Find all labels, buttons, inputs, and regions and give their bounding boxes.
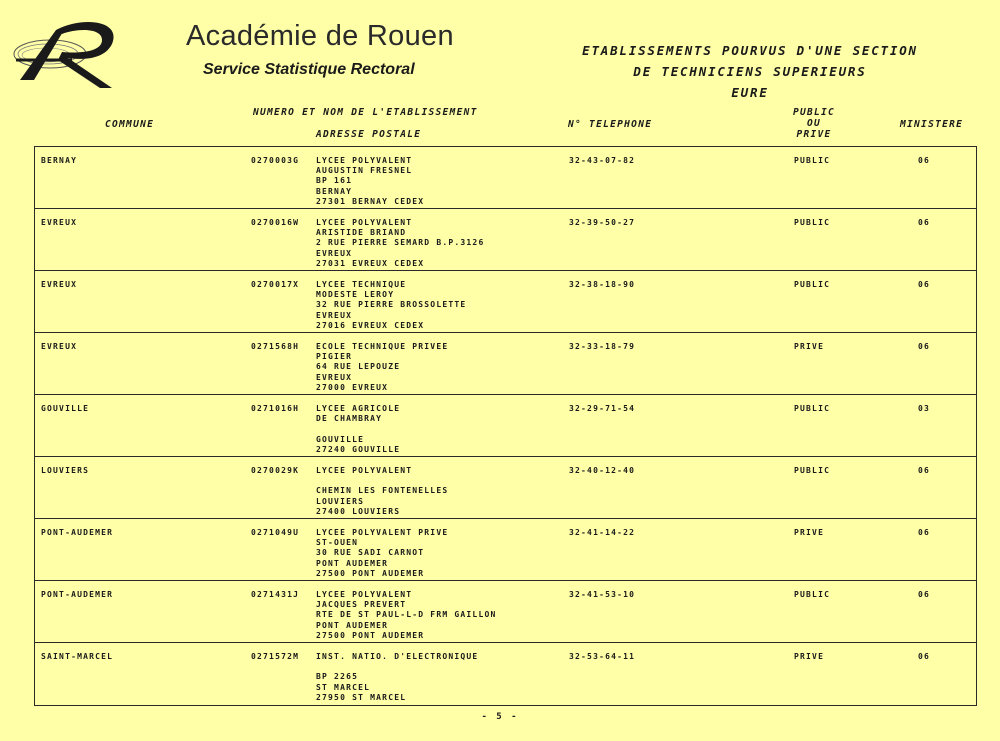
cell-telephone: 32-41-14-22	[569, 528, 636, 537]
cell-establishment-code: 0271568H	[251, 342, 300, 351]
cell-public-prive: PUBLIC	[794, 218, 831, 227]
address-line: BP 2265	[316, 672, 359, 682]
cell-ministere: 06	[918, 342, 931, 351]
cell-commune: SAINT-MARCEL	[41, 652, 114, 661]
cell-address	[316, 342, 448, 393]
address-line: LYCEE POLYVALENT	[316, 156, 413, 165]
cell-public-prive: PUBLIC	[794, 280, 831, 289]
address-line: EVREUX	[316, 372, 353, 382]
cell-public-prive: PUBLIC	[794, 466, 831, 475]
address-line: ARISTIDE BRIAND	[316, 228, 407, 238]
cell-commune: PONT-AUDEMER	[41, 590, 114, 599]
address-line: RTE DE ST PAUL-L-D FRM GAILLON	[316, 610, 497, 620]
address-line	[316, 662, 478, 672]
address-line: 27240 GOUVILLE	[316, 444, 401, 454]
column-header-numero: NUMERO ET NOM DE L'ETABLISSEMENT	[253, 107, 478, 118]
table-row	[35, 643, 976, 705]
cell-public-prive: PUBLIC	[794, 156, 831, 165]
cell-address	[316, 280, 466, 331]
address-line: BERNAY	[316, 186, 353, 196]
cell-commune: BERNAY	[41, 156, 78, 165]
cell-ministere: 06	[918, 652, 931, 661]
column-header-telephone: N° TELEPHONE	[568, 119, 653, 130]
address-line: 64 RUE LEPOUZE	[316, 362, 401, 372]
address-line	[316, 476, 448, 486]
cell-establishment-code: 0270029K	[251, 466, 300, 475]
cell-ministere: 06	[918, 528, 931, 537]
page-number: - 5 -	[481, 712, 519, 722]
cell-public-prive: PUBLIC	[794, 590, 831, 599]
address-line: 27500 PONT AUDEMER	[316, 568, 425, 578]
cell-ministere: 06	[918, 156, 931, 165]
address-line: MODESTE LEROY	[316, 290, 395, 300]
cell-commune: EVREUX	[41, 342, 78, 351]
cell-address	[316, 466, 448, 517]
service-name: Service Statistique Rectoral	[203, 61, 415, 78]
title-line: DE TECHNICIENS SUPERIEURS	[633, 64, 867, 79]
column-header-public-line: PRIVE	[796, 129, 832, 140]
address-line: 27016 EVREUX CEDEX	[316, 320, 425, 330]
cell-public-prive: PRIVE	[794, 652, 825, 661]
column-header-adresse: ADRESSE POSTALE	[316, 129, 422, 140]
cell-establishment-code: 0271572M	[251, 652, 300, 661]
cell-establishment-code: 0270016W	[251, 218, 300, 227]
cell-telephone: 32-33-18-79	[569, 342, 636, 351]
address-line: 27950 ST MARCEL	[316, 692, 407, 702]
cell-ministere: 06	[918, 280, 931, 289]
document-title	[540, 40, 960, 103]
cell-commune: LOUVIERS	[41, 466, 90, 475]
cell-commune: EVREUX	[41, 218, 78, 227]
title-line: ETABLISSEMENTS POURVUS D'UNE SECTION	[582, 43, 918, 58]
cell-telephone: 32-39-50-27	[569, 218, 636, 227]
address-line: LYCEE AGRICOLE	[316, 404, 401, 413]
address-line: EVREUX	[316, 310, 353, 320]
cell-establishment-code: 0270017X	[251, 280, 300, 289]
address-line: CHEMIN LES FONTENELLES	[316, 486, 449, 496]
cell-establishment-code: 0271049U	[251, 528, 300, 537]
address-line: LYCEE POLYVALENT PRIVE	[316, 528, 449, 537]
address-line: EVREUX	[316, 248, 353, 258]
address-line: PIGIER	[316, 352, 353, 362]
address-line: 30 RUE SADI CARNOT	[316, 548, 425, 558]
cell-establishment-code: 0270003G	[251, 156, 300, 165]
address-line: LYCEE TECHNIQUE	[316, 280, 407, 289]
address-line: DE CHAMBRAY	[316, 414, 383, 424]
title-department: EURE	[731, 85, 769, 100]
address-line: ECOLE TECHNIQUE PRIVEE	[316, 342, 449, 351]
cell-telephone: 32-53-64-11	[569, 652, 636, 661]
cell-address	[316, 218, 484, 269]
cell-public-prive: PUBLIC	[794, 404, 831, 413]
address-line: ST-OUEN	[316, 538, 359, 548]
address-line: AUGUSTIN FRESNEL	[316, 166, 413, 176]
cell-address	[316, 652, 478, 703]
academy-name: Académie de Rouen	[186, 20, 454, 52]
cell-commune: PONT-AUDEMER	[41, 528, 114, 537]
address-line: LYCEE POLYVALENT	[316, 466, 413, 475]
address-line: GOUVILLE	[316, 434, 365, 444]
address-line: BP 161	[316, 176, 353, 186]
address-line: INST. NATIO. D'ELECTRONIQUE	[316, 652, 479, 661]
cell-public-prive: PRIVE	[794, 528, 825, 537]
column-header-public-prive	[790, 107, 838, 140]
address-line: 27301 BERNAY CEDEX	[316, 196, 425, 206]
cell-telephone: 32-40-12-40	[569, 466, 636, 475]
cell-telephone: 32-29-71-54	[569, 404, 636, 413]
column-header-public-line: PUBLIC	[792, 107, 836, 118]
cell-telephone: 32-43-07-82	[569, 156, 636, 165]
table-row	[35, 209, 976, 271]
address-line: ST MARCEL	[316, 682, 371, 692]
cell-commune: GOUVILLE	[41, 404, 90, 413]
column-header-ministere: MINISTERE	[900, 119, 964, 130]
cell-ministere: 03	[918, 404, 931, 413]
address-line: 27400 LOUVIERS	[316, 506, 401, 516]
academie-rouen-logo	[12, 10, 142, 92]
table-row	[35, 581, 976, 643]
cell-address	[316, 156, 424, 207]
cell-establishment-code: 0271431J	[251, 590, 300, 599]
cell-commune: EVREUX	[41, 280, 78, 289]
cell-establishment-code: 0271016H	[251, 404, 300, 413]
cell-ministere: 06	[918, 218, 931, 227]
address-line: 2 RUE PIERRE SEMARD B.P.3126	[316, 238, 485, 248]
table-row	[35, 147, 976, 209]
address-line	[316, 424, 400, 434]
cell-public-prive: PRIVE	[794, 342, 825, 351]
column-header-public-line: OU	[806, 118, 822, 129]
cell-address	[316, 404, 400, 455]
table-row	[35, 395, 976, 457]
address-line: 32 RUE PIERRE BROSSOLETTE	[316, 300, 467, 310]
column-header-commune: COMMUNE	[105, 119, 155, 130]
address-line: 27500 PONT AUDEMER	[316, 630, 425, 640]
cell-telephone: 32-41-53-10	[569, 590, 636, 599]
address-line: PONT AUDEMER	[316, 558, 389, 568]
address-line: LYCEE POLYVALENT	[316, 218, 413, 227]
address-line: JACQUES PREVERT	[316, 600, 407, 610]
address-line: PONT AUDEMER	[316, 620, 389, 630]
cell-telephone: 32-38-18-90	[569, 280, 636, 289]
address-line: 27031 EVREUX CEDEX	[316, 258, 425, 268]
table-row	[35, 457, 976, 519]
cell-address	[316, 528, 448, 579]
address-line: LOUVIERS	[316, 496, 365, 506]
cell-ministere: 06	[918, 590, 931, 599]
address-line: LYCEE POLYVALENT	[316, 590, 413, 599]
cell-address	[316, 590, 497, 641]
table-row	[35, 271, 976, 333]
table-row	[35, 333, 976, 395]
establishments-table	[34, 146, 977, 706]
address-line: 27000 EVREUX	[316, 382, 389, 392]
cell-ministere: 06	[918, 466, 931, 475]
table-row	[35, 519, 976, 581]
